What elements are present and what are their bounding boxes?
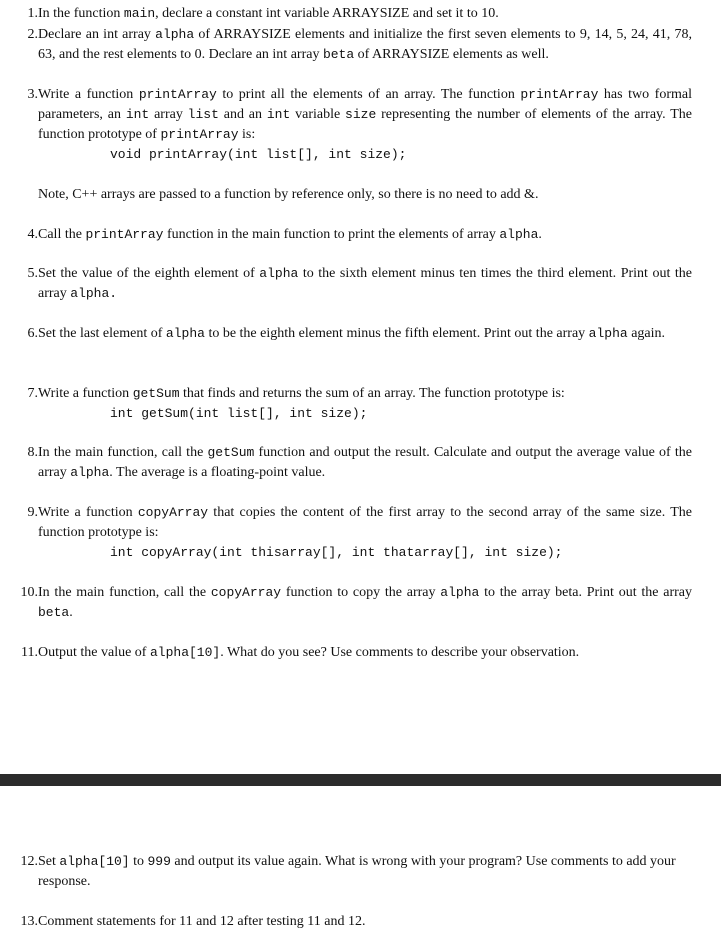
item-number: 5. [27, 266, 38, 281]
prototype-printArray: void printArray(int list[], int size); [110, 147, 407, 162]
instruction-item-1 [16, 4, 692, 24]
item-number: 8. [27, 445, 38, 460]
note-pass-by-reference: Note, C++ arrays are passed to a function by reference only, so there is no need to add &. [38, 187, 539, 202]
code-main: main [123, 6, 156, 21]
item-number: 13. [20, 914, 38, 929]
item-number: 11. [21, 645, 38, 660]
instruction-item-5 [16, 264, 692, 304]
prototype-copyArray: int copyArray(int thisarray[], int thatarray[], int size); [110, 545, 563, 560]
instruction-item-8 [16, 443, 692, 483]
item-text: Output the value of alpha[10]. What do you see? Use comments to describe your observation. [38, 645, 580, 660]
instruction-item-10 [16, 583, 692, 623]
item-text: Declare an int array alpha of ARRAYSIZE elements and initialize the first seven elements to 9, 14, 5, 24, 41, 78, 63, and the rest elements to 0. Declare an int array beta of ARRAYSIZE elements as well. [38, 27, 693, 62]
item-number: 9. [27, 505, 38, 520]
item-text: Set the last element of alpha to be the eighth element minus the fifth element. Print out the array alpha again. [38, 326, 666, 341]
instruction-item-11 [16, 643, 692, 663]
item-text: In the function main, declare a constant int variable ARRAYSIZE and set it to 10. [38, 6, 499, 21]
item-text: Write a function copyArray that copies the content of the first array to the second array of the same size. The function prototype is: [38, 505, 692, 540]
instruction-item-12 [16, 852, 692, 892]
item-number: 4. [27, 227, 38, 242]
item-number: 3. [27, 87, 38, 102]
instruction-item-4 [16, 225, 692, 245]
item-number: 12. [20, 854, 38, 869]
item-text: Set alpha[10] to 999 and output its value again. What is wrong with your program? Use comments to add your response. [38, 854, 676, 889]
item-number: 2. [27, 27, 38, 42]
item-number: 7. [27, 386, 38, 401]
prototype-getSum: int getSum(int list[], int size); [110, 406, 368, 421]
instruction-item-3 [16, 85, 692, 145]
instruction-item-7 [16, 384, 692, 404]
item-text: Write a function getSum that finds and returns the sum of an array. The function prototype is: [38, 386, 565, 401]
item-text: Set the value of the eighth element of alpha to the sixth element minus ten times the third element. Print out the array alpha. [38, 266, 692, 301]
item-number: 1. [27, 6, 38, 21]
item-text: Comment statements for 11 and 12 after testing 11 and 12. [38, 914, 366, 929]
item-number: 10. [20, 585, 38, 600]
item-text: Write a function printArray to print all the elements of an array. The function printArray has two formal parameters, an int array list and an int variable size representing the number of elements of the array. The function prototype of printArray is: [38, 87, 692, 142]
instruction-item-6 [16, 324, 692, 344]
item-text: In the main function, call the copyArray function to copy the array alpha to the array beta. Print out the array beta. [38, 585, 692, 620]
item-text: Call the printArray function in the main function to print the elements of array alpha. [38, 227, 542, 242]
instruction-item-13 [16, 912, 692, 932]
page-divider [0, 774, 721, 786]
instruction-item-2 [16, 25, 692, 65]
item-number: 6. [27, 326, 38, 341]
instruction-item-9 [16, 503, 692, 543]
item-text: In the main function, call the getSum function and output the result. Calculate and output the average value of the array alpha. The average is a floating-point value. [38, 445, 692, 480]
